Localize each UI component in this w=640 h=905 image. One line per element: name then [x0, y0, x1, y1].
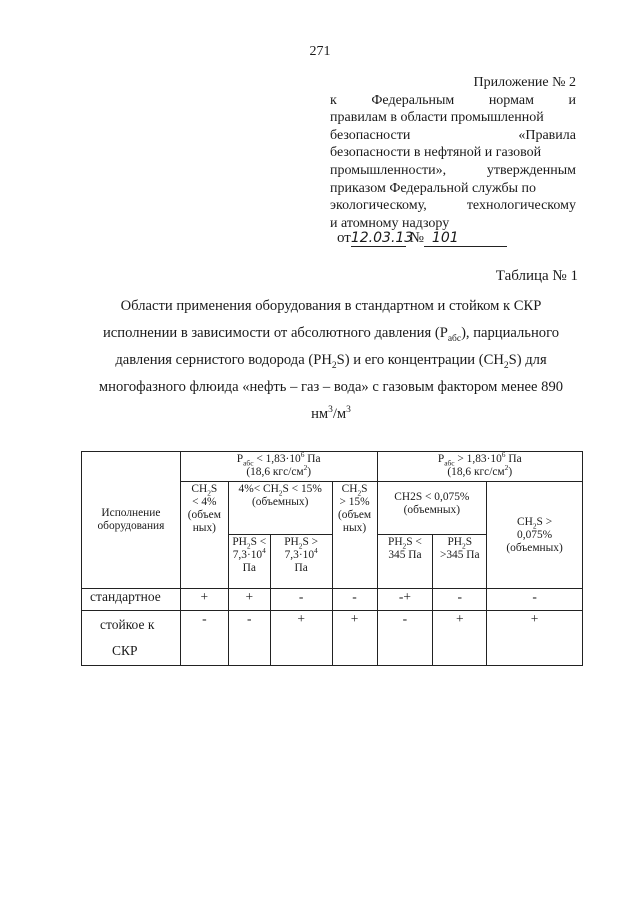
table-cell: +: [332, 611, 377, 666]
order-reference: [337, 230, 507, 247]
header-ph2s-lt: $РН_2S$ < $7,3\cdot 10^4$ Па: [228, 535, 270, 589]
appendix-note: [330, 74, 576, 232]
header-ph2s-lt345: $РН_2S$ < 345 Па: [377, 535, 433, 589]
header-pressure-low: $Р_{абс} < 1,83\cdot 10^6$ Па (18,6 кгс/$см^2$): [180, 452, 377, 482]
table-cell: -: [180, 611, 228, 666]
appendix-line: безопасности «Правила: [330, 127, 576, 143]
table-label: Таблица № 1: [495, 268, 578, 284]
table-cell: +: [270, 611, 332, 666]
table-row: стойкое к СКР - - + + - + +: [82, 611, 583, 666]
appendix-title: Приложение № 2: [473, 75, 576, 90]
table-cell: -: [332, 589, 377, 611]
table-row: стандартное + + - - -+ - -: [82, 589, 583, 611]
application-table: [81, 451, 583, 666]
table-cell: -+: [377, 589, 433, 611]
table-cell: -: [487, 589, 583, 611]
header-ph2s-gt: $РН_2S$ > $7,3\cdot 10^4$ Па: [270, 535, 332, 589]
header-ch2s-4-15: $4\%< СН_2S < 15\%$ (объемных): [228, 482, 332, 535]
table-cell: +: [487, 611, 583, 666]
table-cell: +: [228, 589, 270, 611]
header-equipment: Исполнение оборудования: [82, 452, 181, 589]
header-ch2s-gt0075: $СН_2S$ > 0,075% (объемных): [487, 482, 583, 589]
table-cell: -: [270, 589, 332, 611]
header-ch2s-lt0075: CH2S < 0,075% (объемных): [377, 482, 487, 535]
header-ch2s-lt4: $СН_2S$ < 4% (объем ных): [180, 482, 228, 589]
header-pressure-high: $Р_{абс} > 1,83\cdot 10^6$ Па (18,6 кгс/$см^2$): [377, 452, 582, 482]
table-caption: Области применения оборудования в стандартном и стойком к СКР исполнении в зависимости от абсолютного давления $(Р_{абс})$, парциального давления сернистого водорода $(РН_2S)$ и его концентрации $(СН_2S)$ для многофазного флюида «нефть – газ – вода» с газовым фактором менее 890 $нм^3/м^3$: [98, 298, 564, 422]
table-cell: -: [228, 611, 270, 666]
header-ch2s-gt15: $СН_2S$ > 15% (объем ных): [332, 482, 377, 589]
appendix-line: экологическому, технологическому: [330, 198, 576, 214]
appendix-line: промышленности», утвержденным: [330, 162, 576, 178]
table-cell: -: [377, 611, 433, 666]
table-cell: -: [433, 589, 487, 611]
appendix-line: безопасности в нефтяной и газовой: [330, 145, 542, 161]
header-ph2s-gt345: $РН_2S$ >345 Па: [433, 535, 487, 589]
order-number-handwritten: 101: [424, 230, 507, 247]
appendix-line: приказом Федеральной службы по: [330, 180, 536, 196]
table-cell: +: [433, 611, 487, 666]
order-prefix: от: [337, 230, 351, 246]
order-number-label: №: [409, 230, 424, 246]
appendix-line: правилам в области промышленной: [330, 110, 544, 126]
table-cell: +: [180, 589, 228, 611]
page-number: 271: [309, 44, 331, 59]
order-date-handwritten: 12.03.13: [350, 230, 414, 246]
appendix-line: к Федеральным нормам и: [330, 92, 576, 108]
appendix-line: и атомному надзору: [330, 215, 450, 231]
